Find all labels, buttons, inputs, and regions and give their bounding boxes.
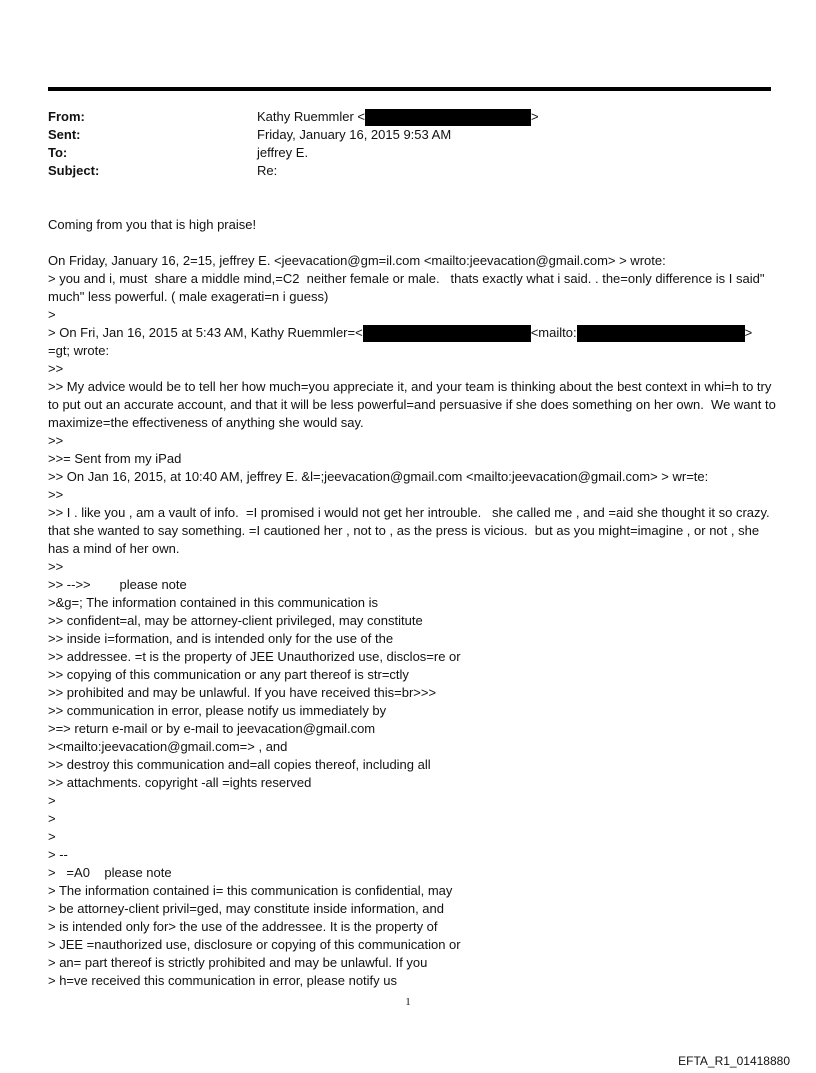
body-line: >> inside i=formation, and is intended only for the use of the (48, 631, 394, 647)
body-line: >>= Sent from my iPad (48, 451, 182, 467)
body-line: >> My advice would be to tell her how much=you appreciate it, and your team is thinking about the best context in whi=h to try to put out an accurate account, and that it will be less powerful=and persuasive if she does something on her own. We want to maximize=the effectiveness of anything she would say. (48, 379, 780, 431)
body-line: > h=ve received this communication in error, please notify us (48, 973, 398, 989)
body-line: >> (48, 361, 64, 377)
body-line: >> attachments. copyright -all =ights reserved (48, 775, 312, 791)
from-value (257, 108, 539, 126)
email-body (48, 216, 778, 990)
body-line: Coming from you that is high praise! (48, 217, 257, 232)
body-line: > -- (48, 847, 68, 863)
body-line: >=> return e-mail or by e-mail to jeevacation@gmail.com (48, 721, 376, 737)
body-line: > (48, 829, 56, 845)
body-line: > (48, 793, 56, 809)
body-line: >> On Jan 16, 2015, at 10:40 AM, jeffrey E. &l=;jeevacation@gmail.com <mailto:jeevacation@gmail.com> > wr=te: (48, 469, 709, 485)
body-line: > is intended only for> the use of the addressee. It is the property of (48, 919, 438, 935)
subject-value: Re: (257, 163, 278, 178)
redaction-block (363, 325, 531, 342)
body-line: > =A0 please note (48, 865, 172, 881)
sent-value: Friday, January 16, 2015 9:53 AM (257, 127, 452, 142)
body-line: >> (48, 433, 64, 449)
body-line: > (48, 811, 56, 827)
body-line: ><mailto:jeevacation@gmail.com=> , and (48, 739, 288, 755)
body-line: >> confident=al, may be attorney-client privileged, may constitute (48, 613, 423, 629)
body-line: >> -->> please note (48, 577, 187, 593)
from-name: Kathy Ruemmler < (257, 109, 366, 124)
to-value: jeffrey E. (257, 145, 309, 160)
body-line: =gt; wrote: (48, 343, 110, 359)
to-label: To: (48, 145, 68, 160)
body-line: > (48, 307, 56, 322)
body-line: >> (48, 559, 64, 575)
body-line: On Friday, January 16, 2=15, jeffrey E. <jeevacation@gm=il.com <mailto:jeevacation@gmail.com> > wrote: (48, 253, 666, 268)
body-line: > be attorney-client privil=ged, may constitute inside information, and (48, 901, 444, 917)
subject-label: Subject: (48, 163, 100, 178)
page-number: 1 (405, 996, 411, 1008)
quoted-from: > On Fri, Jan 16, 2015 at 5:43 AM, Kathy Ruemmler=< (48, 325, 363, 340)
body-line: >&g=; The information contained in this communication is (48, 595, 378, 611)
body-line (48, 324, 778, 342)
header-rule (48, 87, 771, 91)
body-line: >> I . like you , am a vault of info. =I promised i would not get her introuble. she called me , and =aid she thought it so crazy. that she wanted to say something. =I cautioned her , not to , as the press is vicious. but as you might=imagine , or not , she has a mind of her own. (48, 505, 777, 557)
body-line: >> addressee. =t is the property of JEE Unauthorized use, disclos=re or (48, 649, 461, 665)
mailto-prefix: <mailto: (530, 325, 577, 340)
bates-number: EFTA_R1_01418880 (678, 1054, 790, 1068)
body-line: >> communication in error, please notify us immediately by (48, 703, 387, 719)
redaction-block (577, 325, 745, 342)
from-label: From: (48, 109, 85, 124)
body-line: >> destroy this communication and=all copies thereof, including all (48, 757, 431, 773)
redaction-block (365, 109, 531, 126)
body-line: > an= part thereof is strictly prohibited and may be unlawful. If you (48, 955, 428, 971)
body-line: > you and i, must share a middle mind,=C2 neither female or male. thats exactly what i said. . the=only difference is I said" much" less powerful. ( male exagerati=n i guess) (48, 271, 769, 304)
body-line: >> prohibited and may be unlawful. If you have received this=br>>> (48, 685, 437, 701)
body-line: > JEE =nauthorized use, disclosure or copying of this communication or (48, 937, 461, 953)
sent-label: Sent: (48, 127, 81, 142)
from-tail: > (531, 109, 539, 124)
body-line: >> copying of this communication or any part thereof is str=ctly (48, 667, 409, 683)
body-line: >> (48, 487, 64, 503)
body-line: > The information contained i= this communication is confidential, may (48, 883, 453, 899)
mailto-tail: > (744, 325, 753, 340)
